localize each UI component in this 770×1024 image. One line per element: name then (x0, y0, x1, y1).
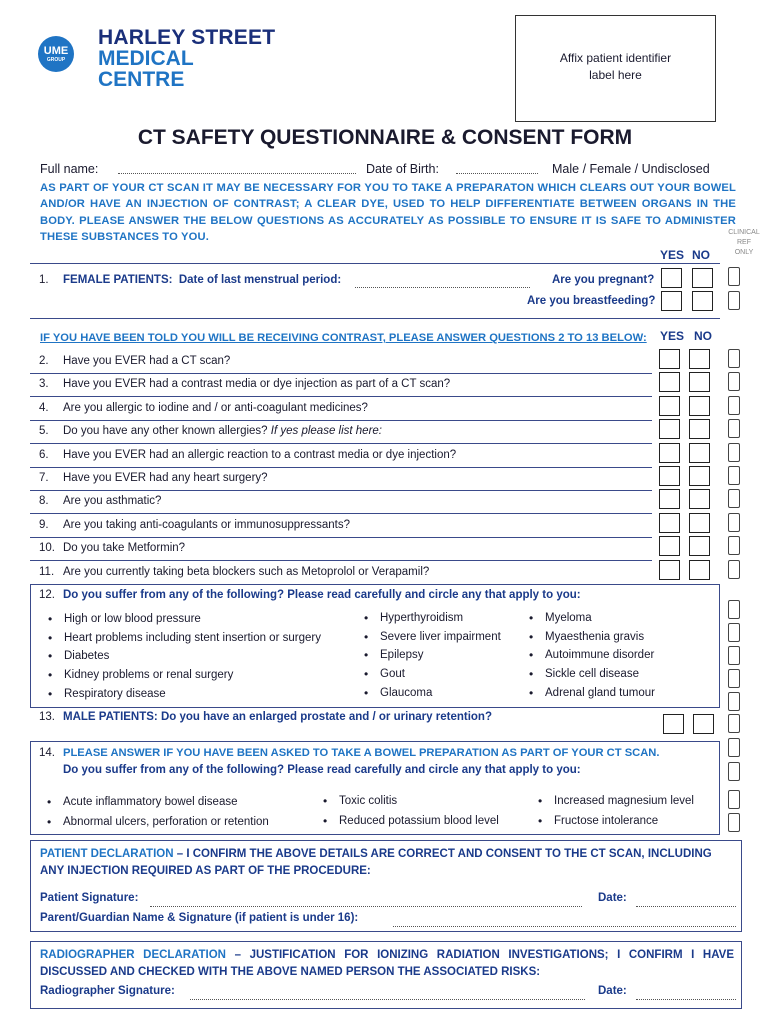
divider (30, 443, 652, 444)
condition-option[interactable]: • Sickle cell disease (545, 668, 639, 680)
condition-option[interactable]: • Respiratory disease (64, 688, 166, 700)
no-header: NO (692, 248, 710, 262)
divider (30, 396, 652, 397)
radiographer-signature-label: Radiographer Signature: (40, 985, 175, 997)
divider (30, 263, 720, 264)
radiographer-signature-input[interactable] (190, 990, 585, 1000)
question-row: 8. Are you asthmatic? (39, 495, 162, 507)
divider (30, 318, 720, 319)
q9-no-checkbox[interactable] (689, 513, 710, 533)
q3-yes-checkbox[interactable] (659, 372, 680, 392)
q13-yes-checkbox[interactable] (663, 714, 684, 734)
q11-no-checkbox[interactable] (689, 560, 710, 580)
q8-no-checkbox[interactable] (689, 489, 710, 509)
patient-label-box[interactable] (515, 15, 716, 122)
q12-heading: 12. Do you suffer from any of the following? Please read carefully and circle any that apply to you: (39, 589, 581, 601)
condition-option[interactable]: • Glaucoma (380, 687, 432, 699)
clinical-check[interactable] (728, 714, 740, 733)
radiographer-date-input[interactable] (636, 990, 736, 1000)
q6-yes-checkbox[interactable] (659, 443, 680, 463)
divider (30, 513, 652, 514)
clinical-check[interactable] (728, 443, 740, 462)
dob-label: Date of Birth: (366, 162, 439, 176)
q7-no-checkbox[interactable] (689, 466, 710, 486)
label-box-line2: label here (589, 68, 642, 82)
yes-header: YES (660, 248, 685, 262)
q1-row: 1. FEMALE PATIENTS: Date of last menstrual period: (39, 274, 342, 286)
question-row: 3. Have you EVER had a contrast media or dye injection as part of a CT scan? (39, 378, 451, 390)
clinical-check[interactable] (728, 692, 740, 711)
q13-row: 13. MALE PATIENTS: Do you have an enlarged prostate and / or urinary retention? (39, 711, 492, 723)
condition-option[interactable]: • Abnormal ulcers, perforation or retention (63, 816, 269, 828)
condition-option[interactable]: • Autoimmune disorder (545, 649, 654, 661)
breastfeeding-no-checkbox[interactable] (692, 291, 713, 311)
pregnant-label: Are you pregnant? (552, 274, 655, 286)
clinical-check[interactable] (728, 372, 740, 391)
clinical-check-1a[interactable] (728, 267, 740, 286)
clinical-check[interactable] (728, 813, 740, 832)
condition-option[interactable]: • Heart problems including stent insertion or surgery (64, 632, 321, 644)
condition-option[interactable]: • Toxic colitis (339, 795, 397, 807)
full-name-input[interactable] (118, 164, 356, 174)
intro-text: AS PART OF YOUR CT SCAN IT MAY BE NECESSARY FOR YOU TO TAKE A PREPARATON WHICH CLEARS OUT YOUR BOWEL AND/OR HAVE AN INJECTION OF CONTRAST; A CLEAR DYE, USED TO HELP DIFFERENTIATE BETWEEN ORGANS IN THE BODY. PLEASE ANSWER THE BELOW QUESTIONS AS ACCURATELY AS POSSIBLE TO ENSURE IT IS SAFE TO ADMINISTER THESE SUBSTANCES TO YOU. (40, 182, 736, 243)
patient-signature-input[interactable] (150, 897, 582, 907)
clinical-check[interactable] (728, 738, 740, 757)
q10-yes-checkbox[interactable] (659, 536, 680, 556)
condition-option[interactable]: • Hyperthyroidism (380, 612, 463, 624)
clinical-check[interactable] (728, 560, 740, 579)
guardian-label: Parent/Guardian Name & Signature (if patient is under 16): (40, 912, 359, 924)
q5-yes-checkbox[interactable] (659, 419, 680, 439)
question-row: 5. Do you have any other known allergies? If yes please list here: (39, 425, 383, 437)
label-box-line1: Affix patient identifier (559, 51, 672, 65)
condition-option[interactable]: • Diabetes (64, 650, 109, 662)
q2-yes-checkbox[interactable] (659, 349, 680, 369)
radiographer-date-label: Date: (598, 985, 627, 997)
divider (30, 490, 652, 491)
q9-yes-checkbox[interactable] (659, 513, 680, 533)
condition-option[interactable]: • Fructose intolerance (554, 815, 658, 827)
clinical-check[interactable] (728, 513, 740, 532)
divider (30, 373, 652, 374)
condition-option[interactable]: • Severe liver impairment (380, 631, 501, 643)
divider (30, 537, 652, 538)
question-row: 7. Have you EVER had any heart surgery? (39, 472, 268, 484)
full-name-label: Full name: (40, 162, 99, 176)
logo (36, 26, 296, 92)
clinical-check[interactable] (728, 646, 740, 665)
divider (30, 467, 652, 468)
patient-signature-label: Patient Signature: (40, 892, 139, 904)
breastfeeding-label: Are you breastfeeding? (527, 295, 656, 307)
condition-option[interactable]: • Increased magnesium level (554, 795, 694, 807)
divider (30, 420, 652, 421)
contrast-heading: IF YOU HAVE BEEN TOLD YOU WILL BE RECEIVING CONTRAST, PLEASE ANSWER QUESTIONS 2 TO 13 BELOW: (40, 332, 647, 344)
clinical-check[interactable] (728, 669, 740, 688)
clinical-check[interactable] (728, 466, 740, 485)
patient-date-label: Date: (598, 892, 627, 904)
q14-heading: 14. PLEASE ANSWER IF YOU HAVE BEEN ASKED TO TAKE A BOWEL PREPARATION AS PART OF YOUR CT SCAN. (39, 747, 660, 759)
q4-no-checkbox[interactable] (689, 396, 710, 416)
question-row: 2. Have you EVER had a CT scan? (39, 355, 231, 367)
condition-option[interactable]: • Myaesthenia gravis (545, 631, 644, 643)
q6-no-checkbox[interactable] (689, 443, 710, 463)
question-row: 11. Are you currently taking beta blockers such as Metoprolol or Verapamil? (39, 566, 430, 578)
condition-option[interactable]: • Myeloma (545, 612, 592, 624)
question-row: 9. Are you taking anti-coagulants or immunosuppressants? (39, 519, 351, 531)
question-row: 6. Have you EVER had an allergic reaction to a contrast media or dye injection? (39, 449, 457, 461)
condition-option[interactable]: • Epilepsy (380, 649, 423, 661)
q2-no-checkbox[interactable] (689, 349, 710, 369)
clinical-check[interactable] (728, 762, 740, 781)
patient-declaration-text: PATIENT DECLARATION – I CONFIRM THE ABOVE DETAILS ARE CORRECT AND CONSENT TO THE CT SCAN, INCLUDING ANY INJECTION REQUIRED AS PART OF THE PROCEDURE: (40, 848, 712, 877)
radiographer-declaration-text: RADIOGRAPHER DECLARATION – JUSTIFICATION FOR IONIZING RADIATION INVESTIGATIONS; I CONFIRM I HAVE DISCUSSED AND CHECKED WITH THE ABOVE NAMED PERSON THE ASSOCIATED RISKS: (40, 949, 735, 978)
pregnant-no-checkbox[interactable] (692, 268, 713, 288)
q10-no-checkbox[interactable] (689, 536, 710, 556)
divider (30, 560, 652, 561)
clinical-check[interactable] (728, 623, 740, 642)
clinical-check[interactable] (728, 419, 740, 438)
clinical-check[interactable] (728, 396, 740, 415)
logo-line2: MEDICAL (98, 47, 194, 70)
condition-option[interactable]: • Adrenal gland tumour (545, 687, 655, 699)
clinical-check[interactable] (728, 536, 740, 555)
patient-date-input[interactable] (636, 897, 736, 907)
q8-yes-checkbox[interactable] (659, 489, 680, 509)
q14-text: Do you suffer from any of the following? Please read carefully and circle any that apply to you: (63, 764, 581, 776)
yes-header-2: YES (660, 329, 685, 343)
lmp-input[interactable] (355, 278, 530, 288)
clinical-check[interactable] (728, 489, 740, 508)
q7-yes-checkbox[interactable] (659, 466, 680, 486)
condition-option[interactable]: • Reduced potassium blood level (339, 815, 499, 827)
logo-badge-icon: UME GROUP (38, 36, 74, 72)
clinical-check[interactable] (728, 790, 740, 809)
q3-no-checkbox[interactable] (689, 372, 710, 392)
q5-no-checkbox[interactable] (689, 419, 710, 439)
condition-option[interactable]: • Kidney problems or renal surgery (64, 669, 233, 681)
q4-yes-checkbox[interactable] (659, 396, 680, 416)
page-title: CT SAFETY QUESTIONNAIRE & CONSENT FORM (137, 126, 633, 149)
logo-line3: CENTRE (98, 68, 185, 91)
breastfeeding-yes-checkbox[interactable] (661, 291, 682, 311)
clinical-check[interactable] (728, 600, 740, 619)
question-row: 10. Do you take Metformin? (39, 542, 186, 554)
gender-options[interactable]: Male / Female / Undisclosed (552, 162, 710, 176)
dob-input[interactable] (456, 164, 538, 174)
q13-no-checkbox[interactable] (693, 714, 714, 734)
no-header-2: NO (694, 329, 712, 343)
pregnant-yes-checkbox[interactable] (661, 268, 682, 288)
clinical-check[interactable] (728, 349, 740, 368)
logo-line1: HARLEY STREET (98, 26, 276, 49)
question-row: 4. Are you allergic to iodine and / or anti-coagulant medicines? (39, 402, 368, 414)
condition-option[interactable]: • Gout (380, 668, 405, 680)
condition-option[interactable]: • High or low blood pressure (64, 613, 201, 625)
clinical-check-1b[interactable] (728, 291, 740, 310)
q11-yes-checkbox[interactable] (659, 560, 680, 580)
condition-option[interactable]: • Acute inflammatory bowel disease (63, 796, 238, 808)
clinical-ref-header: CLINICAL REF ONLY (728, 229, 760, 256)
guardian-input[interactable] (393, 917, 736, 927)
